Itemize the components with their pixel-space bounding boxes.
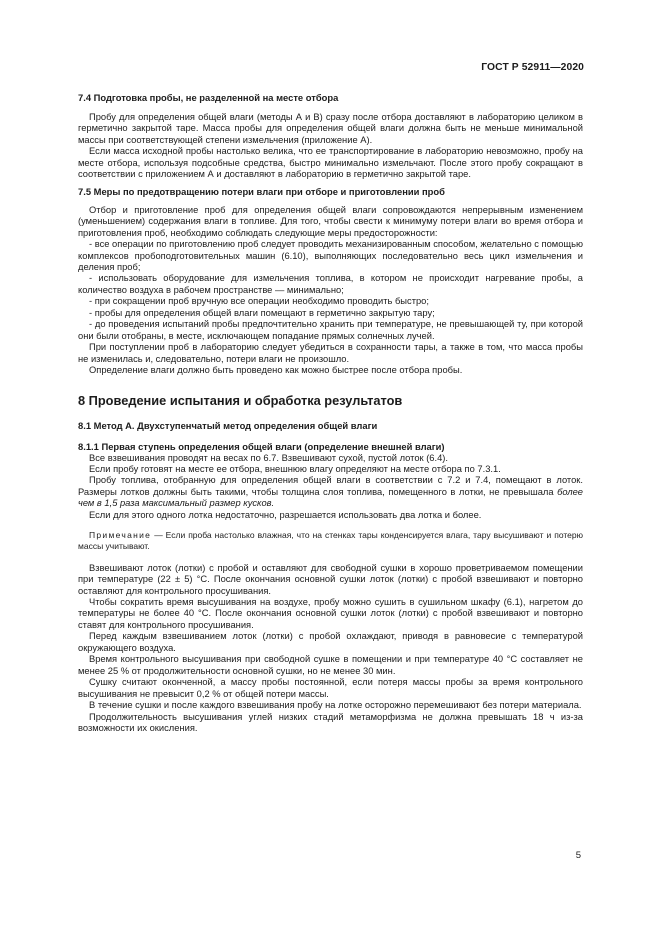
section-8-1-1-heading: 8.1.1 Первая ступень определения общей влаги (определение внешней влаги) (78, 440, 445, 452)
paragraph: Сушку считают оконченной, а массу пробы постоянной, если потеря массы пробы за время контрольного высушивания не превысит 0,2 % от общей потери массы. (78, 677, 583, 699)
paragraph: Если масса исходной пробы настолько велика, что ее транспортирование в лабораторию невозможно, пробу на месте отбора, используя подсобные средства, быстро минимально измельчают. После этого пробу сокращают в соответствии с приложением А и доставляют в лабораторию в герметично закрытой таре. (78, 146, 583, 180)
paragraph: Отбор и приготовление проб для определения общей влаги сопровождаются непрерывным изменением (уменьшением) содержания влаги в топливе. Для того, чтобы свести к минимуму потери влаги во время отбора и приготовления проб, необходимо соблюдать следующие меры предосторожности: (78, 204, 583, 238)
section-8-heading: 8 Проведение испытания и обработка результатов (78, 392, 403, 408)
paragraph-text: Пробу топлива, отобранную для определения общей влаги в соответствии с 7.2 и 7.4, помещают в лоток. Размеры лотков должны быть такими, чтобы толщина слоя топлива, помещенного в лотки, не превышала (78, 475, 583, 497)
note (78, 530, 583, 552)
note-label: Примечание (89, 530, 152, 541)
list-item: - использовать оборудование для измельчения топлива, в котором не происходит нагревание пробы, а количество воздуха в рабочем пространстве — минимально; (78, 273, 583, 295)
list-item: - до проведения испытаний пробы предпочтительно хранить при температуре, не превышающей ту, при которой они были отобраны, в месте, исключающем попадание прямых солнечных лучей. (78, 319, 583, 341)
paragraph: Взвешивают лоток (лотки) с пробой и оставляют для свободной сушки в хорошо проветриваемом помещении при температуре (22 ± 5) °С. После окончания основной сушки лоток (лотки) с пробой взвешивают и повторно оставляют для контрольного просушивания. (78, 562, 583, 596)
paragraph: Пробу для определения общей влаги (методы А и В) сразу после отбора доставляют в лабораторию целиком в герметично закрытой таре. Масса пробы для определения общей влаги должна быть не меньше минимальной массы при соответствующей степени измельчения (приложение А). (78, 112, 583, 145)
paragraph: Чтобы сократить время высушивания на воздухе, пробу можно сушить в сушильном шкафу (6.1), нагретом до температуры не более 40 °С. После окончания основной сушки лоток (лотки) с пробой взвешивают и повторно ставят для контрольного просушивания. (78, 597, 583, 630)
page-number: 5 (575, 850, 581, 861)
paragraph: Если для этого одного лотка недостаточно, разрешается использовать два лотка и более. (89, 509, 482, 520)
paragraph (78, 475, 583, 509)
paragraph: Перед каждым взвешиванием лоток (лотки) с пробой охлаждают, приводя в равновесие с температурой окружающего воздуха. (78, 631, 583, 653)
section-7-4-heading: 7.4 Подготовка пробы, не разделенной на месте отбора (78, 92, 339, 103)
list-item: - при сокращении проб вручную все операции необходимо проводить быстро; (89, 296, 429, 307)
paragraph: При поступлении проб в лабораторию следует убедиться в сохранности тары, а также в том, что масса пробы не изменилась и, следовательно, потери влаги не произошло. (78, 342, 583, 364)
standard-designation: ГОСТ Р 52911—2020 (481, 62, 584, 73)
note-text: — Если проба настолько влажная, что на стенках тары конденсируется влага, тару высушивают и потерю массы учитывают. (78, 530, 583, 552)
section-7-5-heading: 7.5 Меры по предотвращению потери влаги при отборе и приготовлении проб (78, 185, 445, 197)
paragraph: В течение сушки и после каждого взвешивания пробу на лотке осторожно перемешивают без потери материала. (89, 700, 582, 711)
paragraph: Продолжительность высушивания углей низких стадий метаморфизма не должна превышать 18 ч из-за возможности их окисления. (78, 711, 583, 733)
paragraph: Время контрольного высушивания при свободной сушке в помещении и при температуре 40 °С составляет не менее 25 % от продолжительности основной сушки, но не менее 30 мин. (78, 654, 583, 676)
page-content (78, 92, 583, 734)
list-item: - пробы для определения общей влаги помещают в герметично закрытую тару; (89, 307, 435, 318)
paragraph: Если пробу готовят на месте ее отбора, внешнюю влагу определяют на месте отбора по 7.3.1. (89, 463, 501, 474)
paragraph-italic-text: более чем в 1,5 раза максимальный размер кусков. (78, 486, 583, 509)
list-item: - все операции по приготовлению проб следует проводить механизированным способом, желательно с помощью комплексов пробоподготовительных машин (6.10), выполняющих последовательно весь цикл измельчения и деления проб; (78, 239, 583, 272)
paragraph: Определение влаги должно быть проведено как можно быстрее после отбора пробы. (89, 365, 463, 376)
section-8-1-heading: 8.1 Метод А. Двухступенчатый метод определения общей влаги (78, 419, 378, 431)
paragraph: Все взвешивания проводят на весах по 6.7. Взвешивают сухой, пустой лоток (6.4). (89, 452, 449, 463)
